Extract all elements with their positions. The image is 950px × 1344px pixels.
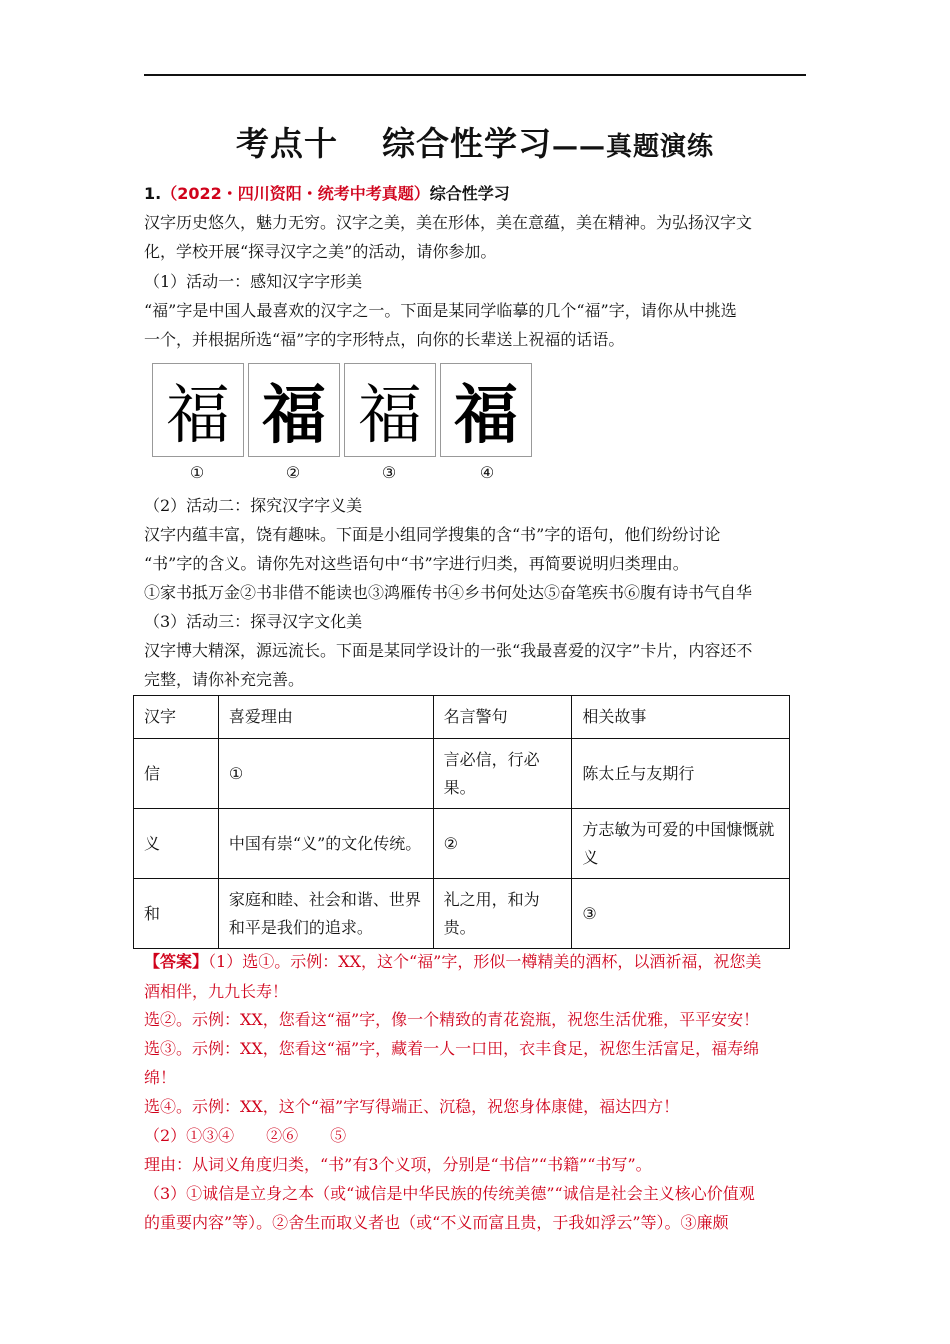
table-cell: ③ [572, 879, 790, 949]
table-row [134, 879, 790, 949]
answer-line: 的重要内容”等）。②舍生而取义者也（或“不义而富且贵，于我如浮云”等）。③廉颇 [144, 1213, 729, 1232]
table-cell: 和 [134, 879, 219, 949]
act2-line: ①家书抵万金②书非借不能读也③鸿雁传书④乡书何处达⑤奋笔疾书⑥腹有诗书气自华 [144, 583, 753, 602]
page-title [0, 118, 950, 165]
title-main-a: 考点十 [235, 124, 338, 163]
fu-char-label: ① [189, 463, 205, 482]
act2-line: 汉字内蕴丰富，饶有趣味。下面是小组同学搜集的含“书”字的语句，他们纷纷讨论 [144, 525, 721, 544]
table-header-cell: 相关故事 [572, 696, 790, 739]
act1-line: “福”字是中国人最喜欢的汉字之一。下面是某同学临摹的几个“福”字，请你从中挑选 [144, 301, 737, 320]
question-source: （2022・四川资阳・统考中考真题） [161, 184, 430, 203]
answer-line: （2）①③④ ②⑥ ⑤ [144, 1126, 347, 1145]
fu-char-label: ② [285, 463, 301, 482]
intro-line: 汉字历史悠久，魅力无穷。汉字之美，美在形体，美在意蕴，美在精神。为弘扬汉字文 [144, 213, 753, 232]
act3-heading: （3）活动三：探寻汉字文化美 [144, 612, 363, 631]
table-cell: 礼之用，和为贵。 [433, 879, 572, 949]
fu-char-label: ③ [381, 463, 397, 482]
table-cell: 中国有崇“义”的文化传统。 [218, 809, 433, 879]
table-row [134, 739, 790, 809]
table-cell: 言必信，行必果。 [433, 739, 572, 809]
table-header-row [134, 696, 790, 739]
fu-char-box: 福 [344, 363, 436, 457]
header-rule [144, 74, 806, 76]
title-main-b: 综合性学习 [381, 124, 552, 163]
table-header-cell: 喜爱理由 [218, 696, 433, 739]
fu-char-box: 福 [152, 363, 244, 457]
answer-tag: 【答案】 [144, 952, 209, 971]
question-header [144, 184, 510, 204]
act2-line: “书”字的含义。请你先对这些语句中“书”字进行归类，再简要说明归类理由。 [144, 554, 689, 573]
answer-line: 酒相伴，九九长寿！ [144, 982, 289, 1001]
fu-char-box: 福 [440, 363, 532, 457]
question-topic: 综合性学习 [429, 184, 510, 203]
act1-line: 一个，并根据所选“福”字的字形特点，向你的长辈送上祝福的话语。 [144, 330, 625, 349]
answer-line: 选②。示例：XX，您看这“福”字，像一个精致的青花瓷瓶，祝您生活优雅，平平安安！ [144, 1010, 760, 1029]
act1-heading: （1）活动一：感知汉字字形美 [144, 272, 363, 291]
answer-line: 绵！ [144, 1068, 177, 1087]
table-cell: 家庭和睦、社会和谐、世界和平是我们的追求。 [218, 879, 433, 949]
answer-line [144, 952, 761, 972]
table-cell: 信 [134, 739, 219, 809]
table-cell: 义 [134, 809, 219, 879]
fu-char-box: 福 [248, 363, 340, 457]
table-cell: 陈太丘与友期行 [572, 739, 790, 809]
title-sub: ——真题演练 [551, 132, 714, 162]
table-cell: ① [218, 739, 433, 809]
act2-heading: （2）活动二：探究汉字字义美 [144, 496, 363, 515]
table-row [134, 809, 790, 879]
favorite-character-card-table [133, 695, 790, 949]
answer-line: 理由：从词义角度归类，“书”有3个义项，分别是“书信”“书籍”“书写”。 [144, 1155, 652, 1174]
answer-line: 选④。示例：XX，这个“福”字写得端正、沉稳，祝您身体康健，福达四方！ [144, 1097, 680, 1116]
act3-line: 完整，请你补充完善。 [144, 670, 305, 689]
fu-char-label: ④ [479, 463, 495, 482]
intro-line: 化，学校开展“探寻汉字之美”的活动，请你参加。 [144, 242, 497, 261]
question-number: 1. [144, 184, 162, 203]
answer-text: （1）选①。示例：XX，这个“福”字，形似一樽精美的酒杯，以酒祈福，祝您美 [208, 952, 762, 971]
table-cell: 方志敏为可爱的中国慷慨就义 [572, 809, 790, 879]
answer-line: （3）①诚信是立身之本（或“诚信是中华民族的传统美德”“诚信是社会主义核心价值观 [144, 1184, 755, 1203]
table-header-cell: 名言警句 [433, 696, 572, 739]
answer-line: 选③。示例：XX，您看这“福”字，藏着一人一口田，衣丰食足，祝您生活富足，福寿绵 [144, 1039, 760, 1058]
act3-line: 汉字博大精深，源远流长。下面是某同学设计的一张“我最喜爱的汉字”卡片，内容还不 [144, 641, 753, 660]
table-header-cell: 汉字 [134, 696, 219, 739]
table-cell: ② [433, 809, 572, 879]
